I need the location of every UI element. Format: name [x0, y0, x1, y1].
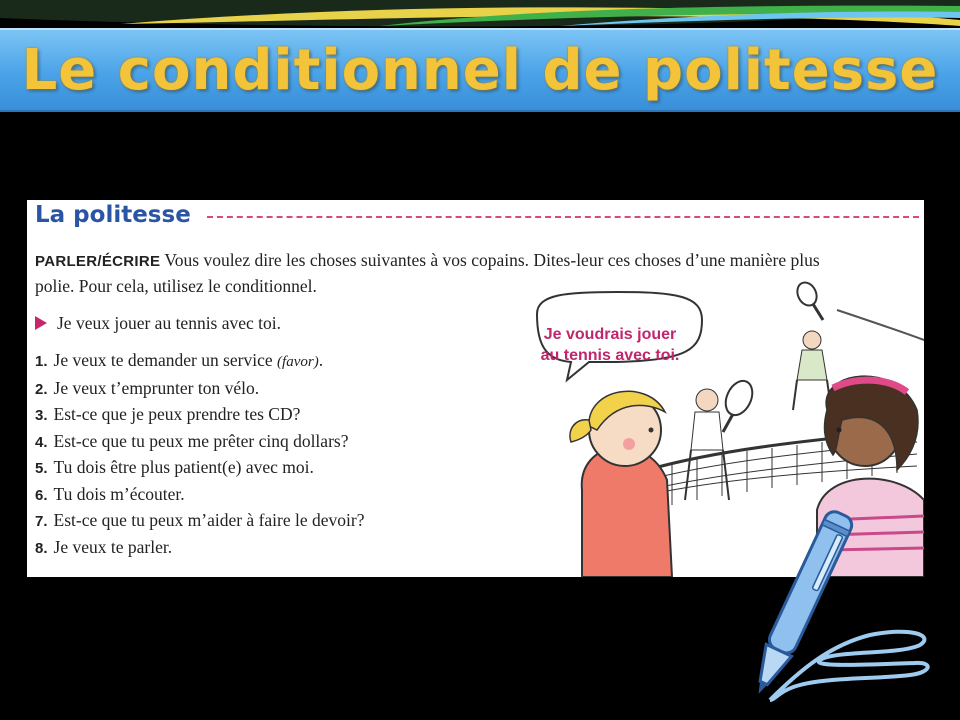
exercise-heading: La politesse [35, 202, 191, 228]
far-player [793, 331, 831, 410]
example-text: Je veux jouer au tennis avec toi. [57, 313, 282, 333]
pen-icon [740, 495, 940, 720]
heading-divider [207, 216, 919, 218]
list-item: 1. Je veux te demander un service (favor). [35, 350, 324, 370]
instructions-lead: PARLER/ÉCRIRE [35, 253, 161, 270]
list-item: 3. Est-ce que je peux prendre tes CD? [35, 404, 301, 424]
list-item: 5. Tu dois être plus patient(e) avec moi. [35, 457, 314, 477]
top-swoosh-decoration [0, 0, 960, 30]
list-item: 7. Est-ce que tu peux m’aider à faire le devoir? [35, 510, 365, 530]
list-item: 2. Je veux t’emprunter ton vélo. [35, 377, 260, 398]
title-bar [0, 28, 960, 112]
triangle-arrow-icon [35, 316, 47, 330]
slide-title: Le conditionnel de politesse [21, 38, 939, 103]
list-item: 8. Je veux te parler. [35, 536, 173, 557]
blonde-girl [570, 391, 672, 577]
instructions-text: Vous voulez dire les choses suivantes à vos copains. Dites-leur ces choses d’une manière plus polie. Pour cela, utilisez le conditionnel. [35, 250, 820, 296]
list-item: 4. Est-ce que tu peux me prêter cinq dollars? [35, 430, 349, 451]
speech-bubble-text: Je voudrais jouer au tennis avec toi. [540, 326, 680, 364]
tennis-racket [794, 280, 823, 320]
exercise-items [35, 348, 364, 561]
list-item: 6. Tu dois m’écouter. [35, 483, 185, 504]
example-line [35, 313, 281, 334]
